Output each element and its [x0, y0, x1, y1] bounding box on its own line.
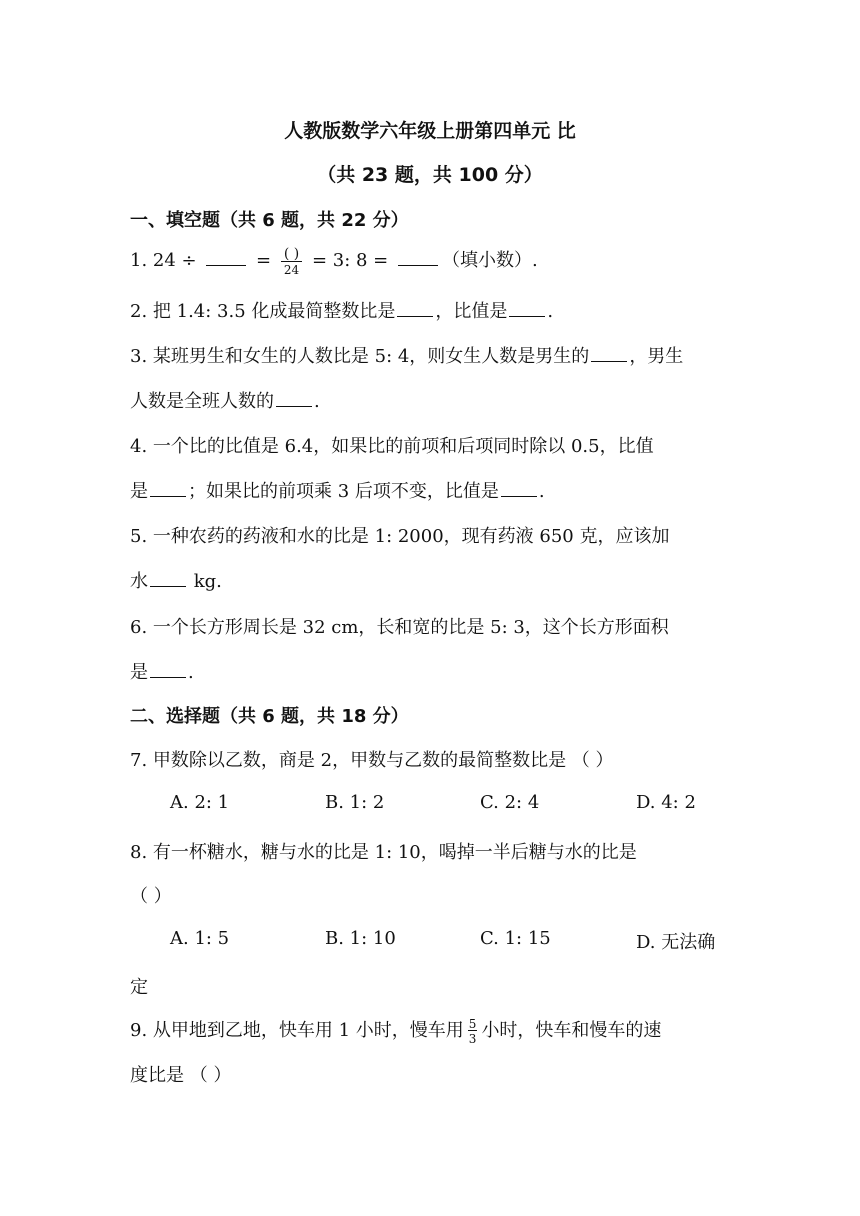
q2-text-c: .: [547, 301, 554, 322]
q8-option-d[interactable]: D. 无法确: [636, 932, 716, 953]
question-4-line-1: [130, 432, 654, 458]
q8-option-b[interactable]: B. 1: 10: [325, 928, 396, 949]
question-3-line-2: [130, 387, 320, 413]
q5-text-b: 水: [130, 571, 148, 592]
q7-option-b[interactable]: B. 1: 2: [325, 792, 385, 813]
q1-equals: =: [250, 250, 277, 271]
q4-answer-blank-1[interactable]: [150, 482, 186, 497]
q7-option-c[interactable]: C. 2: 4: [480, 792, 540, 813]
q8-option-c[interactable]: C. 1: 15: [480, 928, 551, 949]
q7-option-d[interactable]: D. 4: 2: [636, 792, 696, 813]
q4-answer-blank-2[interactable]: [501, 482, 537, 497]
question-8-paren: （ ）: [130, 886, 172, 907]
q4-text-b: 是: [130, 481, 148, 502]
q2-answer-blank-1[interactable]: [397, 302, 433, 317]
question-5-line-2: [130, 567, 222, 593]
q9-fraction: [468, 1018, 478, 1045]
q2-text-a: 2. 把 1.4: 3.5 化成最简整数比是: [130, 301, 396, 322]
q4-text-c: ；如果比的前项乘 3 后项不变，比值是: [188, 481, 499, 502]
question-6-line-1: [130, 613, 669, 639]
q3-text-b: ，男生: [629, 346, 684, 367]
q5-text-c: kg.: [188, 571, 222, 592]
section-heading-multiple-choice: 二、选择题（共 6 题，共 18 分）: [130, 706, 409, 727]
question-6-line-2: [130, 658, 194, 684]
q1-answer-blank-1[interactable]: [206, 251, 246, 266]
q1-fraction-denominator: 24: [283, 262, 300, 277]
q3-answer-blank-1[interactable]: [591, 347, 627, 362]
q9-fraction-numerator: 5: [468, 1016, 477, 1031]
section-heading-fill-blank: 一、填空题（共 6 题，共 22 分）: [130, 210, 409, 231]
q2-text-b: ，比值是: [435, 301, 508, 322]
q3-text-c: 人数是全班人数的: [130, 391, 274, 412]
q5-text-a: 5. 一种农药的药液和水的比是 1: 2000，现有药液 650 克，应该加: [130, 526, 670, 547]
q1-suffix: （填小数）.: [441, 250, 538, 271]
question-9-line-1: [130, 1016, 661, 1045]
q6-text-c: .: [188, 662, 194, 683]
q1-fraction: [281, 247, 302, 276]
question-5-line-1: [130, 522, 669, 548]
q6-text-b: 是: [130, 662, 148, 683]
question-9-line-2: 度比是 （ ）: [130, 1065, 232, 1086]
q1-fraction-numerator[interactable]: ( ): [281, 247, 302, 262]
q2-answer-blank-2[interactable]: [509, 302, 545, 317]
page-subtitle: （共 23 题，共 100 分）: [317, 164, 543, 186]
question-2: [130, 297, 553, 323]
q8-option-a[interactable]: A. 1: 5: [170, 928, 230, 949]
q6-answer-blank[interactable]: [150, 663, 186, 678]
q3-text-a: 3. 某班男生和女生的人数比是 5: 4，则女生人数是男生的: [130, 346, 590, 367]
q3-text-d: .: [314, 391, 320, 412]
q4-text-d: .: [538, 481, 545, 502]
question-1: [130, 246, 538, 276]
q1-answer-blank-2[interactable]: [398, 251, 438, 266]
question-8-stem: 8. 有一杯糖水，糖与水的比是 1: 10，喝掉一半后糖与水的比是: [130, 842, 637, 863]
q9-fraction-denominator: 3: [468, 1031, 477, 1046]
q9-text-b: 小时，快车和慢车的速: [481, 1020, 662, 1041]
question-7: 7. 甲数除以乙数，商是 2，甲数与乙数的最简整数比是 （ ）: [130, 750, 614, 771]
q8-option-d-wrap: 定: [130, 977, 148, 998]
q3-answer-blank-2[interactable]: [276, 392, 312, 407]
page-title: 人教版数学六年级上册第四单元 比: [284, 120, 576, 142]
q9-text-a: 9. 从甲地到乙地，快车用 1 小时，慢车用: [130, 1020, 464, 1041]
q1-prefix: 1. 24 ÷: [130, 250, 203, 271]
q7-option-a[interactable]: A. 2: 1: [170, 792, 230, 813]
question-4-line-2: [130, 477, 545, 503]
q6-text-a: 6. 一个长方形周长是 32 cm，长和宽的比是 5: 3，这个长方形面积: [130, 617, 669, 638]
q5-answer-blank[interactable]: [150, 572, 186, 587]
question-3-line-1: [130, 342, 683, 368]
q1-middle: = 3: 8 =: [306, 250, 394, 271]
q4-text-a: 4. 一个比的比值是 6.4，如果比的前项和后项同时除以 0.5，比值: [130, 436, 654, 457]
